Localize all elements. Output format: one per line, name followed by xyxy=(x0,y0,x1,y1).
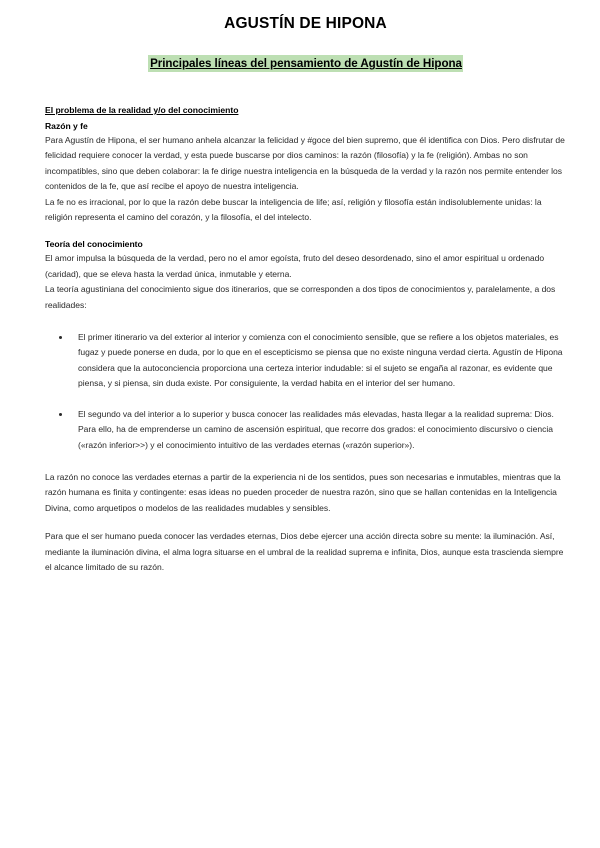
section-realidad xyxy=(45,100,566,225)
spacer-before-teoria xyxy=(45,225,566,238)
paragraph-teoria-2: La teoría agustiniana del conocimiento sigue dos itinerarios, que se corresponden a dos tipos de conocimientos y, paralelamente, a dos realidades: xyxy=(45,284,556,310)
list-item-text: El primer itinerario va del exterior al interior y comienza con el conocimiento sensible, que se refiere a los objetos materiales, es fugaz y puede ponerse en duda, por lo que en el escepticismo se piensa que no existe ninguna verdad cierta. Agustín de Hipona considera que la autoconciencia proporciona una certeza interior indudable: si el sujeto se engaña al razonar, es evidente que piensa, y si piensa, sin duda existe. Por consiguiente, la verdad habita en el interior del ser humano. xyxy=(78,332,563,389)
list-item xyxy=(56,330,566,392)
paragraph-closing-1: La razón no conoce las verdades eternas a partir de la experiencia ni de los sentidos, pues son necesarias e inmutables, mientras que la razón humana es finita y contingente: esas ideas no pueden proceder de nuestra razón, sino que se hallan contenidas en la Inteligencia Divina, como arquetipos o modelos de las realidades mudables y sensibles. xyxy=(45,471,561,513)
subtitle-container xyxy=(45,54,566,73)
bullet-dot-icon xyxy=(59,336,62,339)
section-subheading-razon-y-fe: Razón y fe xyxy=(45,121,88,131)
paragraph-razon-fe-1: Para Agustín de Hipona, el ser humano anhela alcanzar la felicidad y #goce del bien supremo, que él identifica con Dios. Pero disfrutar de felicidad requiere conocer la verdad, y esta puede buscarse por dios caminos: la razón (filosofía) y la fe (religión). Ambas no son incompatibles, sino que deben colaborar: la fe dirige nuestra inteligencia en la búsqueda de la verdad y la razón nos permite entender los contenidos de la fe, que así recibe el apoyo de nuestra inteligencia. xyxy=(45,135,565,192)
section-teoria xyxy=(45,238,566,575)
paragraph-closing-2: Para que el ser humano pueda conocer las verdades eternas, Dios debe ejercer una acción directa sobre su mente: la iluminación. Así, mediante la iluminación divina, el alma logra situarse en el umbral de la realidad suprema e infinita, Dios, aunque esta trascienda siempre el alcance limitado de su razón. xyxy=(45,531,564,572)
paragraph-razon-fe-2: La fe no es irracional, por lo que la razón debe buscar la inteligencia de life; así, religión y filosofía están indisolublemente unidas: la religión representa el camino del corazón, y la filosofía, el del intelecto. xyxy=(45,196,542,223)
section-heading-container xyxy=(45,100,566,118)
spacer-before-bullets xyxy=(45,313,566,330)
bullet-dot-icon xyxy=(59,413,62,416)
page-title: AGUSTÍN DE HIPONA xyxy=(224,15,387,32)
itinerarios-list xyxy=(45,330,566,453)
spacer-between-closing xyxy=(45,516,566,529)
spacer-after-bullets xyxy=(45,453,566,470)
section-heading-teoria: Teoría del conocimiento xyxy=(45,239,143,250)
list-item xyxy=(56,407,566,453)
paragraph-teoria-1: El amor impulsa la búsqueda de la verdad, pero no el amor egoísta, fruto del deseo desordenado, sino el amor espiritual u ordenado (caridad), que se eleva hasta la verdad única, inmutable y eterna. xyxy=(45,253,545,279)
section-heading-realidad: El problema de la realidad y/o del conocimiento xyxy=(45,105,239,115)
list-item-text: El segundo va del interior a lo superior y busca conocer las realidades más elevadas, hasta llegar a la realidad suprema: Dios. Para ello, ha de emprenderse un camino de ascensión espiritual, que recorre dos grados: el conocimiento discursivo o ciencia («razón inferior>>) y el conocimiento intuitivo de las verdades eternas («razón superior»). xyxy=(78,408,554,450)
highlighted-subtitle: Principales líneas del pensamiento de Agustín de Hipona xyxy=(150,57,462,70)
